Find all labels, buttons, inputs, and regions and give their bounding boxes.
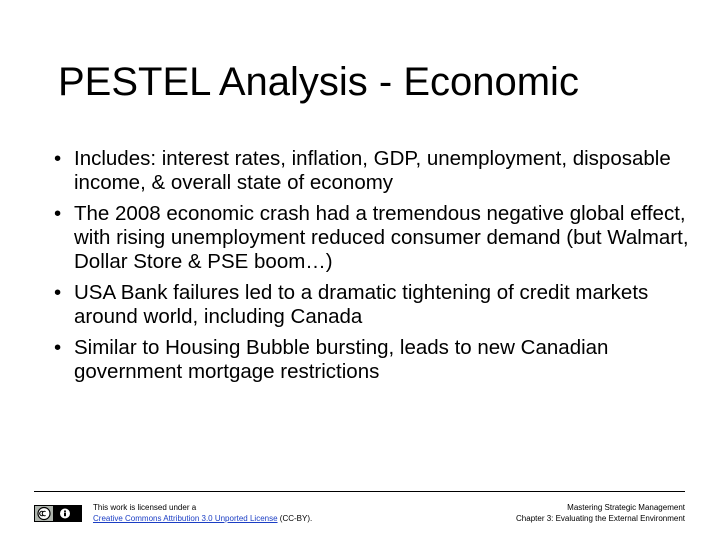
bullet-item <box>54 336 694 384</box>
license-notice <box>93 502 312 524</box>
license-line <box>93 513 312 524</box>
footer-divider <box>34 491 685 492</box>
bullet-marker: • <box>54 281 62 304</box>
bullet-marker: • <box>54 147 62 170</box>
license-link[interactable]: Creative Commons Attribution 3.0 Unported License <box>93 514 278 523</box>
bullet-item <box>54 281 694 329</box>
book-title: Mastering Strategic Management <box>567 503 685 512</box>
bullet-text: USA Bank failures led to a dramatic tightening of credit markets around world, including Canada <box>74 281 649 328</box>
bullet-item <box>54 202 694 274</box>
slide-title: PESTEL Analysis - Economic <box>58 60 579 104</box>
bullet-list <box>54 147 694 391</box>
license-intro: This work is licensed under a <box>93 503 197 512</box>
creative-commons-by-icon <box>34 505 82 522</box>
bullet-marker: • <box>54 202 62 225</box>
bullet-marker: • <box>54 336 62 359</box>
chapter-title: Chapter 3: Evaluating the External Environment <box>516 514 685 523</box>
bullet-text: The 2008 economic crash had a tremendous negative global effect, with rising unemployment reduced consumer demand (but Walmart, Dollar Store & PSE boom…) <box>74 202 689 273</box>
book-info <box>516 502 685 524</box>
bullet-text: Similar to Housing Bubble bursting, leads to new Canadian government mortgage restrictions <box>74 336 609 383</box>
license-suffix: (CC-BY). <box>279 514 313 523</box>
bullet-text: Includes: interest rates, inflation, GDP, unemployment, disposable income, & overall state of economy <box>74 147 671 194</box>
bullet-item <box>54 147 694 195</box>
